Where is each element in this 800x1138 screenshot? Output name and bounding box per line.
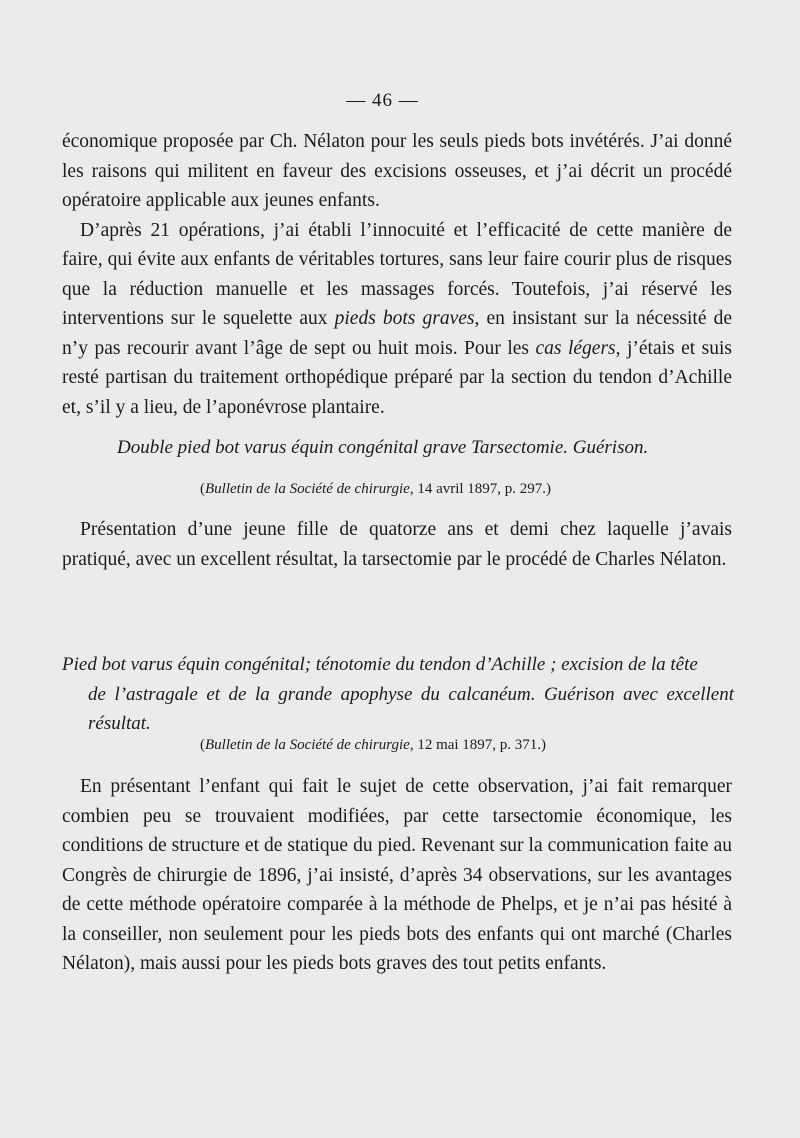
- emphasis-cas-legers: cas légers: [535, 337, 616, 359]
- paragraph-intro-text-c: , en insistant sur la nécessité de n’y pas recourir avant l’âge de sept ou huit mois. Pour les: [62, 308, 733, 359]
- section-1-body: Présentation d’une jeune fille de quatorze ans et demi chez laquelle j’avais pratiqué, avec un excellent résultat, la tarsectomie par le procédé de Charles Nélaton.: [62, 519, 732, 570]
- section-2-title-first: Pied bot varus équin congénital; ténotomie du tendon d’Achille ; excision de la tête: [62, 654, 698, 675]
- section-1-ref-rest: , 14 avril 1897, p. 297.): [409, 481, 552, 497]
- section-2-ref-open: (: [200, 737, 205, 753]
- page-number: — 46 —: [346, 90, 419, 111]
- section-2-title: [62, 650, 734, 739]
- section-1-ref-open: (: [200, 481, 205, 497]
- section-2-body: En présentant l’enfant qui fait le sujet de cette observation, j’ai fait remarquer combien peu se trouvaient modifiées, par cette tarsectomie économique, les conditions de structure et de statique du pied. Revenant sur la communication faite au Congrès de chirurgie de 1896, j’ai insisté, d’après 34 observations, sur les avantages de cette méthode opératoire comparée à la méthode de Phelps, et je n’ai pas hésité à la conseiller, non seulement pour les pieds bots des enfants qui ont marché (Charles Nélaton), mais aussi pour les pieds bots graves des tout petits enfants.: [62, 776, 732, 974]
- paragraph-intro: [62, 127, 732, 422]
- section-2-title-rest: de l’astragale et de la grande apophyse du calcanéum. Guérison avec excellent résultat.: [88, 683, 734, 734]
- paragraph-intro-text-a: économique proposée par Ch. Nélaton pour les seuls pieds bots invétérés. J’ai donné les raisons qui militent en faveur des excisions osseuses, et j’ai décrit un procédé opératoire applicable aux jeunes enfants.: [62, 131, 732, 211]
- section-1-title: Double pied bot varus équin congénital grave Tarsectomie. Guérison.: [117, 437, 649, 458]
- paragraph-intro-text-d: , j’étais et suis resté partisan du traitement orthopédique préparé par la section du tendon d’Achille et, s’il y a lieu, de l’aponévrose plantaire.: [62, 337, 732, 418]
- paragraph-intro-text-b: D’après 21 opérations, j’ai établi l’innocuité et l’efficacité de cette manière de faire, qui évite aux enfants de véritables tortures, sans leur faire courir plus de risques que la réduction manuelle et les massages forcés. Toutefois, j’ai réservé les interventions sur le squelette aux: [62, 219, 732, 329]
- emphasis-pieds-bots-graves: pieds bots graves: [334, 308, 475, 329]
- section-1-reference: [200, 479, 551, 499]
- section-2-ref-rest: , 12 mai 1897, p. 371.): [409, 737, 547, 753]
- section-1-ref-journal: Bulletin de la Société de chirurgie: [205, 481, 410, 497]
- section-2-reference: [200, 735, 546, 755]
- section-2-ref-journal: Bulletin de la Société de chirurgie: [205, 737, 410, 753]
